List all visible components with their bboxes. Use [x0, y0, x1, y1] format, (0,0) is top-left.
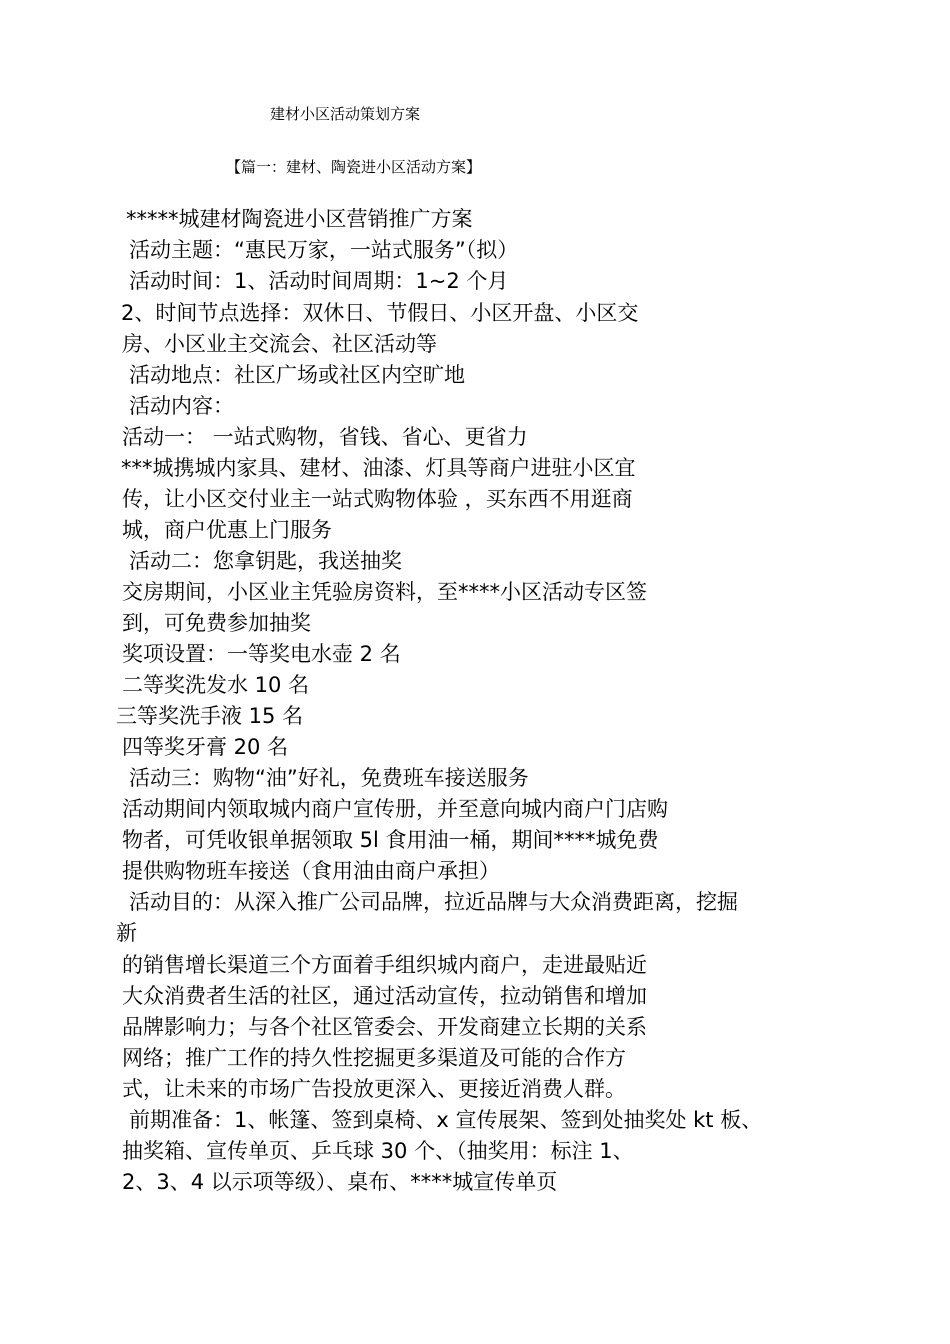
- body-line-17: 三等奖洗手液 15 名: [116, 704, 304, 728]
- body-line-32: 2、3、4 以示项等级）、桌布、****城宣传单页: [122, 1170, 558, 1194]
- body-line-7: 活动内容：: [129, 394, 234, 418]
- body-line-15: 奖项设置：一等奖电水壶 2 名: [122, 642, 401, 666]
- body-line-6: 活动地点：社区广场或社区内空旷地: [129, 363, 465, 387]
- document-subtitle: 【篇一：建材、陶瓷进小区活动方案】: [226, 158, 482, 176]
- body-line-28: 网络；推广工作的持久性挖掘更多渠道及可能的合作方: [122, 1046, 626, 1070]
- body-line-23: 活动目的：从深入推广公司品牌，拉近品牌与大众消费距离，挖掘: [129, 890, 738, 914]
- body-line-18: 四等奖牙膏 20 名: [122, 735, 289, 759]
- body-line-29: 式，让未来的市场广告投放更深入、更接近消费人群。: [122, 1077, 626, 1101]
- body-line-2: 活动主题：“惠民万家，一站式服务”（拟）: [129, 238, 519, 262]
- body-line-14: 到，可免费参加抽奖: [122, 611, 311, 635]
- body-line-3: 活动时间：1、活动时间周期：1~2 个月: [129, 269, 509, 293]
- body-line-5: 房、小区业主交流会、社区活动等: [122, 332, 437, 356]
- body-line-24: 新: [116, 921, 137, 945]
- body-line-16: 二等奖洗发水 10 名: [122, 673, 310, 697]
- body-line-10: 传，让小区交付业主一站式购物体验 ，买东西不用逛商: [122, 487, 633, 511]
- body-line-13: 交房期间，小区业主凭验房资料，至****小区活动专区签: [122, 580, 647, 604]
- body-line-11: 城，商户优惠上门服务: [122, 518, 332, 542]
- body-line-4: 2、时间节点选择：双休日、节假日、小区开盘、小区交: [121, 301, 639, 325]
- body-line-22: 提供购物班车接送（食用油由商户承担）: [122, 859, 500, 883]
- body-line-12: 活动二：您拿钥匙，我送抽奖: [129, 549, 402, 573]
- body-line-30: 前期准备：1、帐篷、签到桌椅、x 宣传展架、签到处抽奖处 kt 板、: [129, 1108, 763, 1132]
- document-title: 建材小区活动策划方案: [270, 105, 421, 123]
- body-line-26: 大众消费者生活的社区，通过活动宣传，拉动销售和增加: [122, 984, 647, 1008]
- body-line-27: 品牌影响力；与各个社区管委会、开发商建立长期的关系: [122, 1015, 647, 1039]
- body-line-21: 物者，可凭收银单据领取 5l 食用油一桶，期间****城免费: [122, 828, 659, 852]
- body-line-31: 抽奖箱、宣传单页、乒乓球 30 个、（抽奖用：标注 1、: [122, 1139, 634, 1163]
- body-line-19: 活动三：购物“油”好礼，免费班车接送服务: [129, 766, 529, 790]
- body-line-8: 活动一： 一站式购物，省钱、省心、更省力: [122, 425, 528, 449]
- body-line-25: 的销售增长渠道三个方面着手组织城内商户，走进最贴近: [122, 953, 647, 977]
- body-line-9: ***城携城内家具、建材、油漆、灯具等商户进驻小区宜: [121, 456, 636, 480]
- body-line-20: 活动期间内领取城内商户宣传册，并至意向城内商户门店购: [122, 797, 668, 821]
- body-line-1: *****城建材陶瓷进小区营销推广方案: [126, 207, 473, 231]
